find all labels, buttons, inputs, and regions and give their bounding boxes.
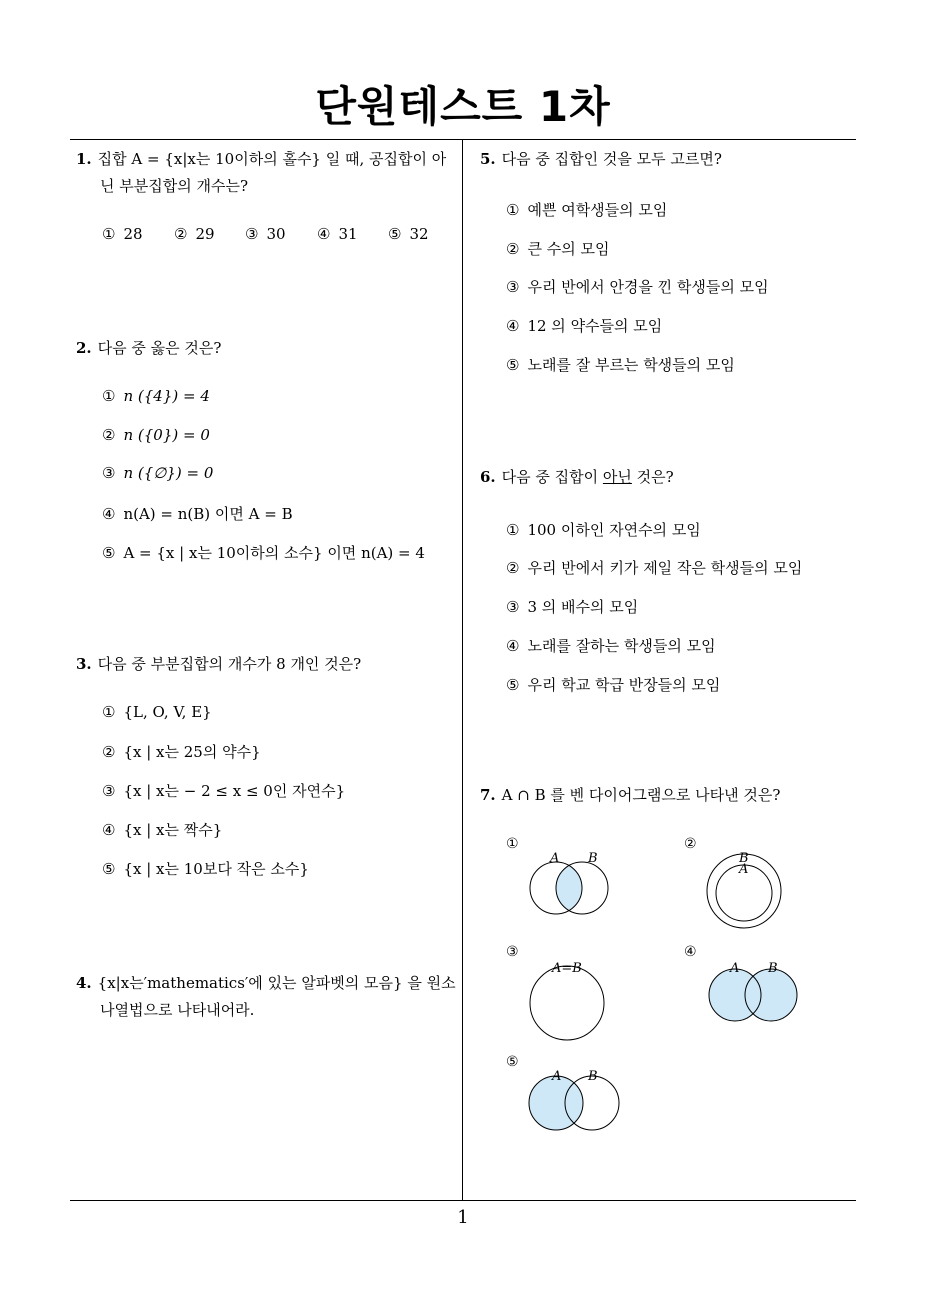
question-1 <box>76 146 460 200</box>
q1-option-4[interactable]: ④ 31 <box>317 225 358 243</box>
q2-option-4[interactable]: ④ n(A) = n(B) 이면 A = B <box>102 505 293 523</box>
q7-option-5-mark[interactable]: ⑤ <box>506 1054 519 1070</box>
q1-option-1[interactable]: ① 28 <box>102 225 143 243</box>
page-number: 1 <box>457 1207 469 1228</box>
q7-option-3-mark[interactable]: ③ <box>506 944 519 960</box>
question-5 <box>480 146 722 173</box>
question-3 <box>76 651 361 678</box>
bottom-rule <box>70 1200 856 1201</box>
venn-label-a: A <box>550 851 560 866</box>
venn-label-b: B <box>588 1069 598 1084</box>
venn-label-ab: A=B <box>552 961 582 976</box>
q7-venn-diagram-1[interactable] <box>520 845 630 920</box>
question-1-text-line2: 닌 부분집합의 개수는? <box>100 177 248 195</box>
venn-label-b: B <box>739 851 749 866</box>
venn-label-a: A <box>552 1069 562 1084</box>
q3-option-2[interactable]: ② {x | x는 25의 약수} <box>102 743 261 761</box>
q5-option-1[interactable]: ① 예쁜 여학생들의 모임 <box>506 201 668 219</box>
question-2 <box>76 335 221 362</box>
q5-option-4[interactable]: ④ 12 의 약수들의 모임 <box>506 317 663 335</box>
question-2-text: 다음 중 옳은 것은? <box>97 339 222 357</box>
page-title: 단원테스트 1차 <box>315 82 611 131</box>
question-6-underlined-word: 아닌 <box>602 468 632 486</box>
column-divider <box>462 139 463 1200</box>
q2-option-2[interactable]: ② n ({0}) = 0 <box>102 426 210 444</box>
question-6-text-before: 다음 중 집합이 <box>501 468 603 486</box>
question-number: 3. <box>76 655 92 673</box>
q6-option-5[interactable]: ⑤ 우리 학교 학급 반장들의 모임 <box>506 676 721 694</box>
q3-option-3[interactable]: ③ {x | x는 − 2 ≤ x ≤ 0인 자연수} <box>102 782 346 800</box>
question-7 <box>480 782 780 809</box>
q6-option-3[interactable]: ③ 3 의 배수의 모임 <box>506 598 639 616</box>
q2-option-1[interactable]: ① n ({4}) = 4 <box>102 387 210 405</box>
q1-option-3[interactable]: ③ 30 <box>245 225 286 243</box>
q7-venn-diagram-3[interactable] <box>520 955 620 1045</box>
q3-option-1[interactable]: ① {L, O, V, E} <box>102 703 212 721</box>
q2-option-3[interactable]: ③ n ({∅}) = 0 <box>102 464 214 482</box>
venn-label-a: A <box>739 862 749 877</box>
q7-venn-diagram-4[interactable] <box>700 955 810 1030</box>
venn-label-b: B <box>768 961 778 976</box>
question-1-text-line1: 집합 A = {x|x는 10이하의 홀수} 일 때, 공집합이 아 <box>97 150 447 168</box>
q2-option-5[interactable]: ⑤ A = {x | x는 10이하의 소수} 이면 n(A) = 4 <box>102 544 425 562</box>
q3-option-5[interactable]: ⑤ {x | x는 10보다 작은 소수} <box>102 860 309 878</box>
q6-option-1[interactable]: ① 100 이하인 자연수의 모임 <box>506 521 701 539</box>
question-4 <box>76 970 460 1024</box>
question-4-text-line1: {x|x는′mathematics′에 있는 알파벳의 모음} 을 원소 <box>97 974 456 992</box>
question-3-text: 다음 중 부분집합의 개수가 8 개인 것은? <box>97 655 362 673</box>
question-6-text-after: 것은? <box>631 468 674 486</box>
q6-option-2[interactable]: ② 우리 반에서 키가 제일 작은 학생들의 모임 <box>506 559 803 577</box>
question-4-text-line2: 나열법으로 나타내어라. <box>100 1001 255 1019</box>
question-6 <box>480 464 674 491</box>
question-5-text: 다음 중 집합인 것을 모두 고르면? <box>501 150 722 168</box>
question-number: 6. <box>480 468 496 486</box>
question-7-text: A ∩ B 를 벤 다이어그램으로 나타낸 것은? <box>501 786 781 804</box>
top-rule <box>70 139 856 140</box>
venn-circle-ab <box>530 966 604 1040</box>
q7-option-1-mark[interactable]: ① <box>506 836 519 852</box>
question-number: 4. <box>76 974 92 992</box>
q7-option-2-mark[interactable]: ② <box>684 836 697 852</box>
q5-option-5[interactable]: ⑤ 노래를 잘 부르는 학생들의 모임 <box>506 356 735 374</box>
q7-venn-diagram-5[interactable] <box>520 1063 630 1138</box>
q1-option-2[interactable]: ② 29 <box>174 225 215 243</box>
q7-option-4-mark[interactable]: ④ <box>684 944 697 960</box>
question-number: 2. <box>76 339 92 357</box>
q5-option-2[interactable]: ② 큰 수의 모임 <box>506 240 610 258</box>
question-number: 5. <box>480 150 496 168</box>
question-number: 1. <box>76 150 92 168</box>
q6-option-4[interactable]: ④ 노래를 잘하는 학생들의 모임 <box>506 637 716 655</box>
q5-option-3[interactable]: ③ 우리 반에서 안경을 낀 학생들의 모임 <box>506 278 769 296</box>
q7-venn-diagram-2[interactable] <box>700 845 790 940</box>
venn-label-a: A <box>730 961 740 976</box>
venn-label-b: B <box>588 851 598 866</box>
q1-option-5[interactable]: ⑤ 32 <box>388 225 429 243</box>
question-number: 7. <box>480 786 496 804</box>
q3-option-4[interactable]: ④ {x | x는 짝수} <box>102 821 223 839</box>
